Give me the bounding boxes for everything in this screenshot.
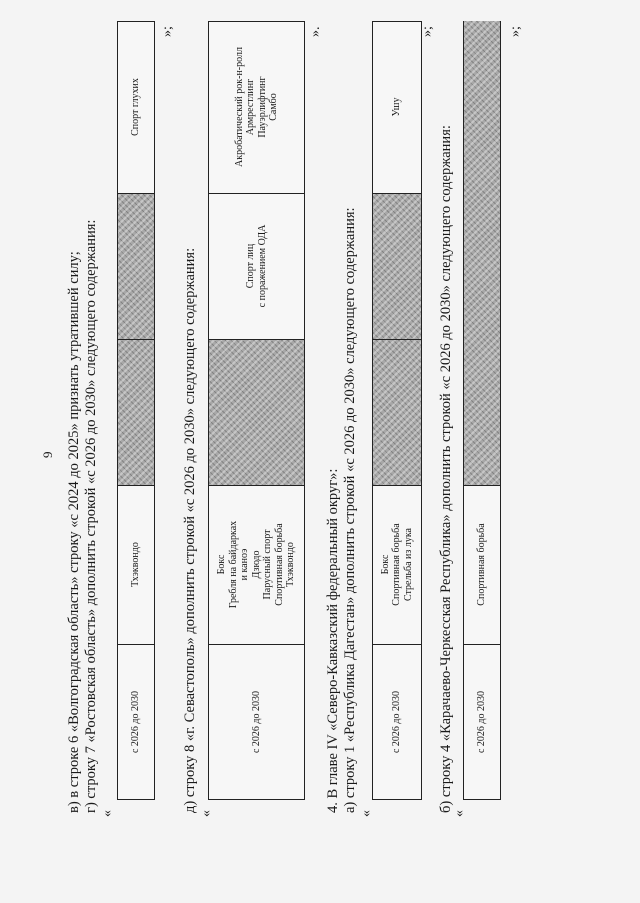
cell-sports-olympic [373, 485, 421, 645]
page-number: 9 [40, 451, 55, 458]
paragraph-v: в) в строке 6 «Волгоградская область» строку «с 2024 до 2025» признать утратившей силу; [66, 251, 82, 813]
cell-sports-other [209, 21, 304, 194]
table-rostov [117, 21, 155, 800]
table-sevastopol [208, 21, 305, 800]
table-kchr [463, 21, 501, 800]
cell-period [464, 645, 500, 799]
period-text: с 2026 до 2030 [476, 690, 488, 754]
period-text: с 2026 до 2030 [250, 690, 262, 754]
paragraph-d: д) строку 8 «г. Севастополь» дополнить строкой «с 2026 до 2030» следующего содержания: [182, 247, 198, 813]
sport-text: Гребля на байдарках [227, 520, 239, 609]
quote-open: « [452, 810, 467, 817]
sport-text: Самбо [268, 93, 279, 121]
paragraph-b: б) строку 4 «Карачаево-Черкесская Республика» дополнить строкой «с 2026 до 2030» следующего содержания: [438, 125, 454, 813]
cell-redacted [118, 193, 154, 340]
sport-text: Парусный спорт [262, 529, 274, 600]
quote-close: »; [160, 26, 175, 37]
cell-redacted [118, 339, 154, 486]
cell-sports-olympic [209, 485, 304, 645]
sport-text: Спортивная борьба [476, 523, 488, 606]
sport-text: Дзюдо [250, 550, 262, 579]
cell-redacted [373, 193, 421, 340]
cell-sports-olympic [464, 485, 500, 645]
sport-text: Бокс [379, 554, 391, 575]
cell-sports-other [118, 21, 154, 194]
sport-text: Стрельба из лука [402, 528, 414, 601]
quote-open: « [359, 810, 374, 817]
sport-text: Армрестлинг [245, 78, 256, 136]
period-text: с 2026 до 2030 [130, 690, 142, 754]
cell-redacted [373, 339, 421, 486]
cell-period [373, 645, 421, 799]
cell-sports-olympic [118, 485, 154, 645]
sport-text: Спортивная борьба [273, 523, 285, 606]
table-dagestan [372, 21, 422, 800]
section-4-heading: 4. В главе IV «Северо-Кавказский федеральный округ»: [325, 468, 341, 813]
sport-text: и каноэ [239, 548, 251, 581]
quote-close: »; [508, 26, 523, 37]
sport-text: Бокс [216, 554, 228, 575]
sport-text: Спортивная борьба [391, 523, 403, 606]
sport-text: Акробатический рок-н-ролл [233, 47, 245, 168]
cell-sports-disabled [209, 193, 304, 340]
paragraph-a: а) строку 1 «Республика Дагестан» дополнить строкой «с 2026 до 2030» следующего содержания: [342, 207, 358, 813]
sport-text: Спорт лиц [245, 243, 256, 289]
cell-sports-other [373, 21, 421, 194]
cell-redacted [209, 339, 304, 486]
cell-period [209, 645, 304, 799]
sport-text: Тхэквондо [130, 542, 142, 587]
quote-open: « [199, 810, 214, 817]
sport-text: Спорт глухих [130, 78, 142, 136]
sport-text: Пауэрлифтинг [256, 76, 268, 138]
cell-period [118, 645, 154, 799]
paragraph-g: г) строку 7 «Ростовская область» дополнить строкой «с 2026 до 2030» следующего содержания: [83, 219, 99, 813]
cell-redacted [464, 21, 500, 486]
period-text: с 2026 до 2030 [391, 690, 403, 754]
quote-close: ». [308, 26, 323, 37]
quote-open: « [100, 810, 115, 817]
sport-text: Ушу [391, 97, 403, 117]
quote-close: »; [420, 26, 435, 37]
sport-text: Тхэквондо [285, 542, 297, 587]
sport-text: с поражением ОДА [256, 224, 268, 308]
